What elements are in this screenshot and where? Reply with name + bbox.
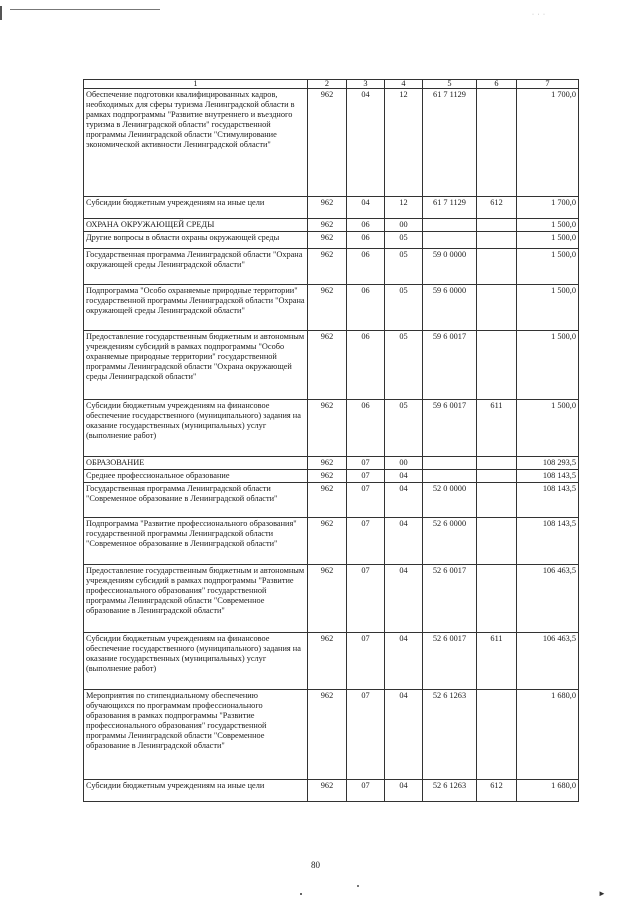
- section-code-cell: 06: [347, 232, 385, 249]
- col-number-6: 6: [477, 80, 517, 89]
- budget-table: [83, 79, 579, 802]
- col-number-2: 2: [308, 80, 347, 89]
- section-code-cell: 07: [347, 470, 385, 483]
- grbs-code-cell: 962: [308, 197, 347, 219]
- row-name-cell: Субсидии бюджетным учреждениям на финансовое обеспечение государственного (муниципального) задания на оказание государственных (муниципальных) услуг (выполнение работ): [84, 400, 308, 457]
- table-row: [84, 690, 579, 780]
- target-article-cell: 59 0 0000: [423, 249, 477, 285]
- row-name-cell: ОХРАНА ОКРУЖАЮЩЕЙ СРЕДЫ: [84, 219, 308, 232]
- col-number-5: 5: [423, 80, 477, 89]
- target-article-cell: 59 6 0000: [423, 285, 477, 331]
- subsection-code-cell: 04: [385, 780, 423, 802]
- section-code-cell: 07: [347, 780, 385, 802]
- subsection-code-cell: 05: [385, 232, 423, 249]
- grbs-code-cell: 962: [308, 89, 347, 197]
- section-code-cell: 06: [347, 249, 385, 285]
- target-article-cell: 52 6 1263: [423, 780, 477, 802]
- table-row: [84, 457, 579, 470]
- grbs-code-cell: 962: [308, 633, 347, 690]
- expense-type-cell: [477, 457, 517, 470]
- subsection-code-cell: 04: [385, 690, 423, 780]
- grbs-code-cell: 962: [308, 232, 347, 249]
- section-code-cell: 06: [347, 285, 385, 331]
- row-name-cell: Предоставление государственным бюджетным и автономным учреждениям субсидий в рамках подпрограммы "Особо охраняемые природные территории" государственной программы Ленинградской области "Охрана окружающей среды Ленинградской области": [84, 331, 308, 400]
- scan-top-line: [10, 9, 160, 10]
- table-row: [84, 285, 579, 331]
- grbs-code-cell: 962: [308, 219, 347, 232]
- table-row: [84, 197, 579, 219]
- amount-cell: 108 143,5: [517, 483, 579, 518]
- section-code-cell: 04: [347, 89, 385, 197]
- amount-cell: 108 293,5: [517, 457, 579, 470]
- col-number-7: 7: [517, 80, 579, 89]
- table-row: [84, 400, 579, 457]
- subsection-code-cell: 04: [385, 483, 423, 518]
- amount-cell: 1 500,0: [517, 232, 579, 249]
- budget-table-body: [84, 80, 579, 802]
- target-article-cell: 59 6 0017: [423, 331, 477, 400]
- table-row: [84, 483, 579, 518]
- grbs-code-cell: 962: [308, 285, 347, 331]
- section-code-cell: 06: [347, 219, 385, 232]
- table-row: [84, 89, 579, 197]
- expense-type-cell: [477, 331, 517, 400]
- table-row: [84, 518, 579, 565]
- section-code-cell: 07: [347, 518, 385, 565]
- grbs-code-cell: 962: [308, 565, 347, 633]
- expense-type-cell: [477, 285, 517, 331]
- target-article-cell: [423, 470, 477, 483]
- grbs-code-cell: 962: [308, 780, 347, 802]
- target-article-cell: [423, 219, 477, 232]
- expense-type-cell: 612: [477, 197, 517, 219]
- section-code-cell: 07: [347, 690, 385, 780]
- target-article-cell: 52 6 1263: [423, 690, 477, 780]
- target-article-cell: 52 6 0017: [423, 565, 477, 633]
- table-row: [84, 565, 579, 633]
- subsection-code-cell: 05: [385, 249, 423, 285]
- expense-type-cell: [477, 483, 517, 518]
- scan-dot: [300, 893, 302, 895]
- target-article-cell: 52 6 0000: [423, 518, 477, 565]
- section-code-cell: 07: [347, 633, 385, 690]
- amount-cell: 1 500,0: [517, 400, 579, 457]
- amount-cell: 1 500,0: [517, 249, 579, 285]
- expense-type-cell: [477, 219, 517, 232]
- grbs-code-cell: 962: [308, 518, 347, 565]
- amount-cell: 1 700,0: [517, 89, 579, 197]
- expense-type-cell: 611: [477, 633, 517, 690]
- section-code-cell: 04: [347, 197, 385, 219]
- scan-edge-mark: [0, 6, 2, 20]
- expense-type-cell: 612: [477, 780, 517, 802]
- amount-cell: 1 500,0: [517, 331, 579, 400]
- row-name-cell: Подпрограмма "Развитие профессионального образования" государственной программы Ленинградской области "Современное образование в Ленинградской области": [84, 518, 308, 565]
- expense-type-cell: [477, 249, 517, 285]
- section-code-cell: 06: [347, 400, 385, 457]
- expense-type-cell: [477, 565, 517, 633]
- amount-cell: 1 680,0: [517, 780, 579, 802]
- subsection-code-cell: 04: [385, 565, 423, 633]
- amount-cell: 1 680,0: [517, 690, 579, 780]
- scan-noise-mark: · · ·: [532, 12, 546, 18]
- amount-cell: 106 463,5: [517, 633, 579, 690]
- grbs-code-cell: 962: [308, 249, 347, 285]
- row-name-cell: Субсидии бюджетным учреждениям на иные цели: [84, 197, 308, 219]
- column-number-header: [84, 80, 579, 89]
- subsection-code-cell: 04: [385, 470, 423, 483]
- row-name-cell: Среднее профессиональное образование: [84, 470, 308, 483]
- subsection-code-cell: 05: [385, 285, 423, 331]
- expense-type-cell: 611: [477, 400, 517, 457]
- grbs-code-cell: 962: [308, 690, 347, 780]
- target-article-cell: 59 6 0017: [423, 400, 477, 457]
- subsection-code-cell: 12: [385, 197, 423, 219]
- row-name-cell: Мероприятия по стипендиальному обеспечению обучающихся по программам профессионального образования в рамках подпрограммы "Развитие профессионального образования" государственной программы Ленинградской области "Современное образование в Ленинградской области": [84, 690, 308, 780]
- table-row: [84, 232, 579, 249]
- row-name-cell: Государственная программа Ленинградской области "Современное образование в Ленинградской области": [84, 483, 308, 518]
- col-number-3: 3: [347, 80, 385, 89]
- amount-cell: 108 143,5: [517, 518, 579, 565]
- target-article-cell: [423, 232, 477, 249]
- section-code-cell: 07: [347, 565, 385, 633]
- target-article-cell: 52 0 0000: [423, 483, 477, 518]
- subsection-code-cell: 05: [385, 400, 423, 457]
- target-article-cell: [423, 457, 477, 470]
- table-row: [84, 780, 579, 802]
- table-row: [84, 470, 579, 483]
- amount-cell: 1 500,0: [517, 219, 579, 232]
- row-name-cell: Другие вопросы в области охраны окружающей среды: [84, 232, 308, 249]
- grbs-code-cell: 962: [308, 483, 347, 518]
- row-name-cell: Субсидии бюджетным учреждениям на финансовое обеспечение государственного (муниципального) задания на оказание государственных (муниципальных) услуг (выполнение работ): [84, 633, 308, 690]
- section-code-cell: 07: [347, 457, 385, 470]
- grbs-code-cell: 962: [308, 400, 347, 457]
- grbs-code-cell: 962: [308, 331, 347, 400]
- subsection-code-cell: 04: [385, 633, 423, 690]
- expense-type-cell: [477, 518, 517, 565]
- grbs-code-cell: 962: [308, 470, 347, 483]
- row-name-cell: Государственная программа Ленинградской области "Охрана окружающей среды Ленинградской области": [84, 249, 308, 285]
- table-row: [84, 219, 579, 232]
- row-name-cell: ОБРАЗОВАНИЕ: [84, 457, 308, 470]
- scan-arrow-mark: ►: [598, 889, 606, 898]
- col-number-1: 1: [84, 80, 308, 89]
- section-code-cell: 07: [347, 483, 385, 518]
- subsection-code-cell: 00: [385, 457, 423, 470]
- expense-type-cell: [477, 89, 517, 197]
- subsection-code-cell: 04: [385, 518, 423, 565]
- amount-cell: 108 143,5: [517, 470, 579, 483]
- expense-type-cell: [477, 232, 517, 249]
- row-name-cell: Субсидии бюджетным учреждениям на иные цели: [84, 780, 308, 802]
- row-name-cell: Подпрограмма "Особо охраняемые природные территории" государственной программы Ленинградской области "Охрана окружающей среды Ленинградской области": [84, 285, 308, 331]
- grbs-code-cell: 962: [308, 457, 347, 470]
- table-row: [84, 633, 579, 690]
- amount-cell: 1 500,0: [517, 285, 579, 331]
- target-article-cell: 61 7 1129: [423, 197, 477, 219]
- col-number-4: 4: [385, 80, 423, 89]
- subsection-code-cell: 12: [385, 89, 423, 197]
- subsection-code-cell: 05: [385, 331, 423, 400]
- row-name-cell: Предоставление государственным бюджетным и автономным учреждениям субсидий в рамках подпрограммы "Развитие профессионального образования" государственной программы Ленинградской области "Современное образование в Ленинградской области": [84, 565, 308, 633]
- section-code-cell: 06: [347, 331, 385, 400]
- amount-cell: 1 700,0: [517, 197, 579, 219]
- scan-dot: [357, 885, 359, 887]
- expense-type-cell: [477, 690, 517, 780]
- table-row: [84, 331, 579, 400]
- amount-cell: 106 463,5: [517, 565, 579, 633]
- table-row: [84, 249, 579, 285]
- expense-type-cell: [477, 470, 517, 483]
- page-number: 80: [311, 860, 320, 870]
- subsection-code-cell: 00: [385, 219, 423, 232]
- target-article-cell: 52 6 0017: [423, 633, 477, 690]
- target-article-cell: 61 7 1129: [423, 89, 477, 197]
- row-name-cell: Обеспечение подготовки квалифицированных кадров, необходимых для сферы туризма Ленинградской области в рамках подпрограммы "Развитие внутреннего и въездного туризма в Ленинградской области" государственной программы Ленинградской области "Стимулирование экономической активности Ленинградской области": [84, 89, 308, 197]
